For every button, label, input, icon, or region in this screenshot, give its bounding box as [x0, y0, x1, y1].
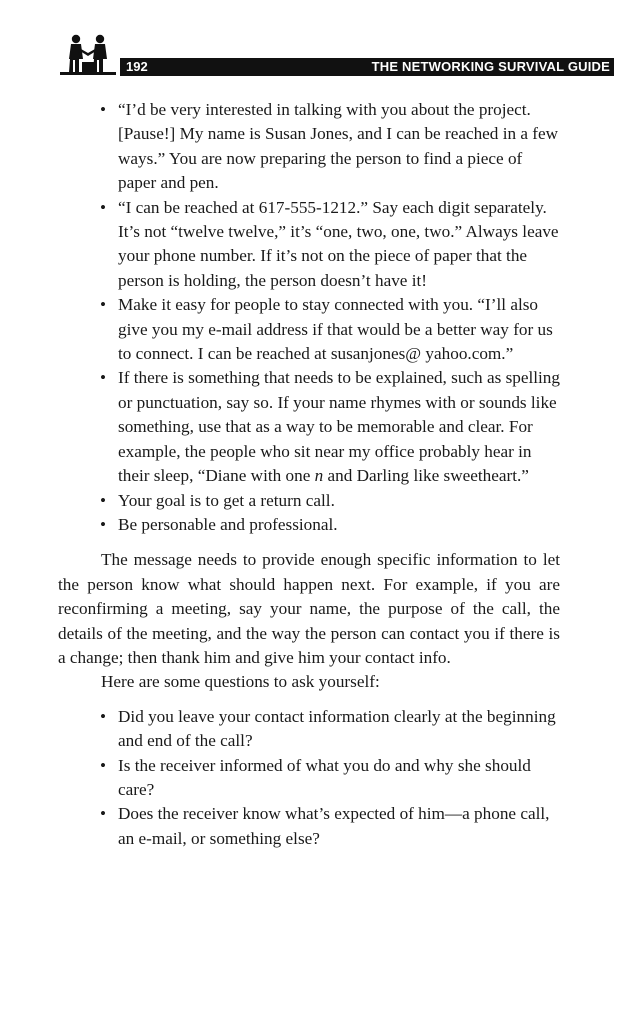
list-item-text: and Darling like sweetheart.” — [323, 466, 529, 486]
body-paragraph: The message needs to provide enough specific information to let the person know what should happen next. For example, if you are reconfirming a meeting, say your name, the purpose of the call, the details of the meeting, and the way the person can contact you if there is a change; then thank him and give him your contact info. — [58, 550, 560, 667]
list-item: • Make it easy for people to stay connected with you. “I’ll also give you my e-mail address if that would be a better way for us to connect. I can be reached at susanjones@ yahoo.com.” — [118, 293, 560, 366]
list-item: • Is the receiver informed of what you do and why she should care? — [118, 754, 560, 803]
running-header — [58, 28, 610, 78]
header-bar — [120, 58, 614, 76]
bullet-list-top — [58, 98, 560, 537]
list-item: • “I’d be very interested in talking with you about the project. [Pause!] My name is Susan Jones, and I can be reached in a few ways.” You are now preparing the person to find a piece of paper and pen. — [118, 98, 560, 196]
list-item — [118, 366, 560, 488]
bullet-list-bottom — [58, 705, 560, 851]
page-body — [58, 98, 560, 851]
list-item: • Be personable and professional. — [118, 513, 560, 537]
list-item: • “I can be reached at 617-555-1212.” Say each digit separately. It’s not “twelve twelve,” it’s “one, two, one, two.” Always leave your phone number. If it’s not on the piece of paper that the person is holding, the person doesn’t have it! — [118, 196, 560, 294]
body-paragraph: Here are some questions to ask yourself: — [101, 672, 380, 692]
list-item: • Does the receiver know what’s expected of him—a phone call, an e-mail, or something else? — [118, 802, 560, 851]
page-number: 192 — [126, 59, 148, 74]
list-item: • Did you leave your contact information clearly at the beginning and end of the call? — [118, 705, 560, 754]
book-title: THE NETWORKING SURVIVAL GUIDE — [371, 59, 610, 74]
list-item-text: If there is something that needs to be explained, such as spelling or punctuation, say so. If your name rhymes with or sounds like something, use that as a way to be memorable and clear. For example, the people who sit near my office probably hear in their sleep, “Diane with one — [118, 368, 560, 486]
italic-letter: n — [314, 466, 324, 486]
handshake-icon — [58, 32, 118, 78]
list-item: • Your goal is to get a return call. — [118, 489, 560, 513]
